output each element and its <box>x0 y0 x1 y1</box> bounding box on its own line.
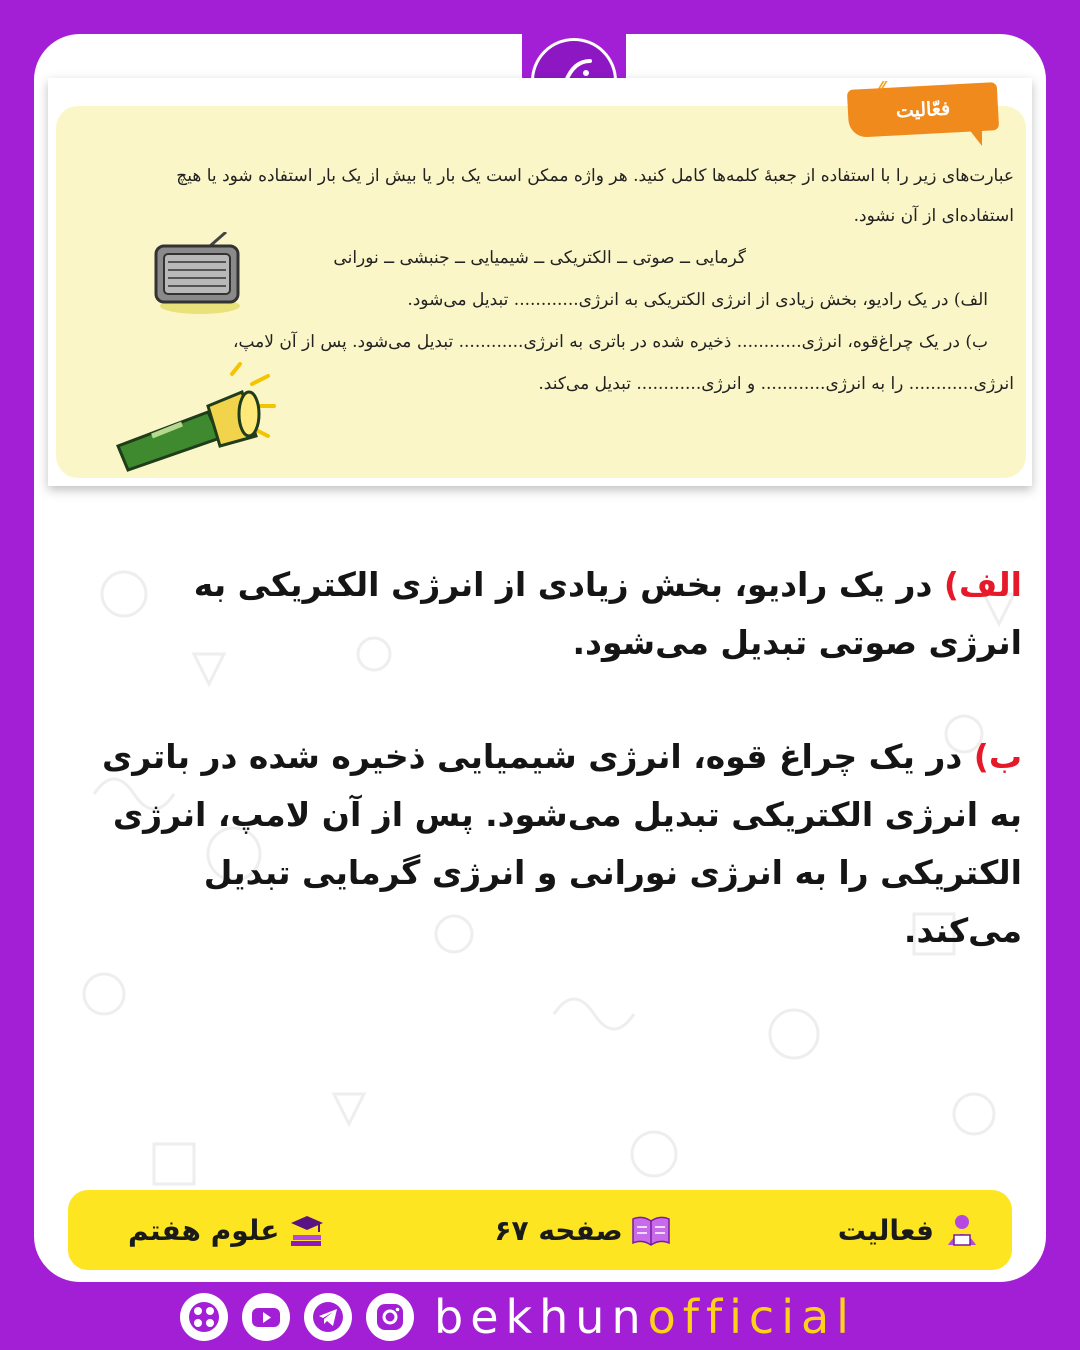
answer-b-text: در یک چراغ قوه، انرژی شیمیایی ذخیره شده در باتری به انرژی الکتریکی تبدیل می‌شود. پس از آن لامپ، انرژی الکتریکی را به انرژی نورانی و انرژی گرمایی تبدیل می‌کند. <box>102 737 1022 950</box>
exercise-b-line-1: ب) در یک چراغ‌قوه، انرژی............ ذخیره شده در باتری به انرژی............ تبدیل می‌شود. پس از آن لامپ، <box>233 332 988 352</box>
youtube-link[interactable] <box>242 1293 290 1341</box>
flashlight-icon <box>112 362 282 472</box>
answer-a-label: الف) <box>943 565 1022 604</box>
aparat-link[interactable] <box>180 1293 228 1341</box>
handle-suffix: official <box>647 1290 856 1344</box>
brand-handle[interactable] <box>434 1290 856 1344</box>
instruction-line-1: عبارت‌های زیر را با استفاده از جعبهٔ کلمه‌ها کامل کنید. هر واژه ممکن است یک بار یا بیش از یک بار استفاده شود یا هیچ <box>176 166 1014 186</box>
page-label: صفحه ۶۷ <box>494 1213 623 1247</box>
answer-b <box>100 728 1022 960</box>
telegram-icon <box>311 1300 345 1334</box>
activity-tag-tail <box>968 128 982 146</box>
activity-label: فعالیت <box>837 1213 934 1247</box>
subject-label: علوم هفتم <box>128 1213 280 1247</box>
answer-section <box>100 556 1022 1016</box>
instruction-line-2: استفاده‌ای از آن نشود. <box>853 206 1014 226</box>
info-subject <box>128 1213 327 1247</box>
graduation-cap-icon <box>287 1213 327 1247</box>
instagram-link[interactable] <box>366 1293 414 1341</box>
aparat-icon <box>187 1300 221 1334</box>
word-box: گرمایی ــ صوتی ــ الکتریکی ــ شیمیایی ــ جنبشی ــ نورانی <box>333 248 746 268</box>
activity-tag: فعّالیت <box>847 82 999 138</box>
instagram-icon <box>373 1300 407 1334</box>
open-book-icon <box>631 1213 671 1247</box>
radio-icon <box>150 232 246 316</box>
youtube-icon <box>249 1300 283 1334</box>
info-page <box>494 1213 670 1247</box>
answer-a-text: در یک رادیو، بخش زیادی از انرژی الکتریکی به انرژی صوتی تبدیل می‌شود. <box>193 565 1022 662</box>
telegram-link[interactable] <box>304 1293 352 1341</box>
social-footer <box>180 1290 900 1344</box>
exercise-b-line-2: انرژی............ را به انرژی............ و انرژی............ تبدیل می‌کند. <box>538 374 1014 394</box>
info-bar <box>68 1190 1012 1270</box>
teacher-icon <box>942 1213 982 1247</box>
answer-a <box>100 556 1022 672</box>
handle-prefix: bekhun <box>434 1290 648 1344</box>
exercise-a: الف) در یک رادیو، بخش زیادی از انرژی الکتریکی به انرژی............ تبدیل می‌شود. <box>407 290 988 310</box>
answer-b-label: ب) <box>973 737 1022 776</box>
info-activity <box>838 1213 982 1247</box>
